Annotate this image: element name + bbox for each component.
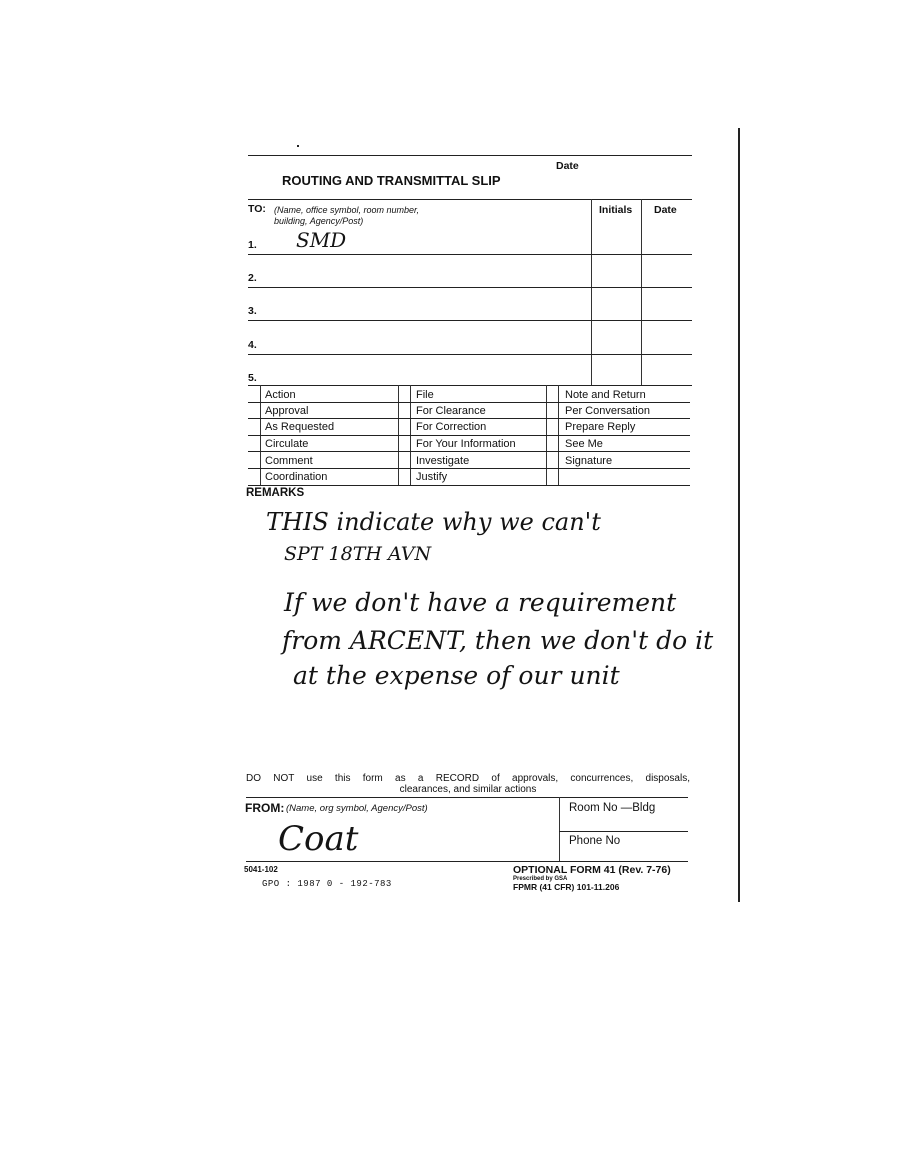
action-item-approval[interactable]: Approval (265, 405, 309, 417)
from-bottom-rule (246, 861, 688, 862)
to-hint: (Name, office symbol, room number, (274, 205, 420, 215)
row-number: 3. (248, 305, 257, 317)
action-item-see-me[interactable]: See Me (565, 438, 603, 450)
row-rule (248, 320, 692, 321)
from-label: FROM: (245, 801, 285, 815)
initials-col-line (591, 199, 592, 385)
action-item-as-requested[interactable]: As Requested (265, 421, 335, 433)
date-col-header: Date (654, 204, 677, 216)
to-label: TO: (248, 203, 266, 215)
remarks-line-3: If we don't have a requirement (284, 588, 677, 617)
to-top-rule (248, 199, 692, 200)
grid-bottom-rule (248, 485, 690, 486)
row-number: 4. (248, 339, 257, 351)
form-title: ROUTING AND TRANSMITTAL SLIP (282, 173, 501, 188)
header-date-label: Date (556, 160, 579, 172)
row-number: 5. (248, 372, 257, 384)
prescribed-by: Prescribed by GSA (513, 876, 568, 882)
row-number: 2. (248, 272, 257, 284)
room-rule (559, 831, 688, 832)
action-item-note-and-return[interactable]: Note and Return (565, 389, 646, 401)
action-item-signature[interactable]: Signature (565, 455, 613, 467)
optional-form-label: OPTIONAL FORM 41 (Rev. 7-76) (513, 864, 671, 876)
phone-label: Phone No (569, 835, 621, 847)
stock-number: 5041-102 (244, 865, 278, 874)
action-item-justify[interactable]: Justify (416, 471, 448, 483)
top-rule (248, 155, 692, 156)
gpo-line: GPO : 1987 0 - 192-783 (262, 879, 392, 889)
remarks-label: REMARKS (246, 487, 305, 499)
grid-line (248, 451, 690, 452)
fpmr-label: FPMR (41 CFR) 101-11.206 (513, 882, 620, 892)
record-notice-line-2: clearances, and similar actions (399, 784, 537, 795)
remarks-line-2: SPT 18TH AVN (284, 543, 432, 565)
action-item-for-your-information[interactable]: For Your Information (416, 438, 516, 450)
from-signature: Coat (278, 819, 359, 859)
from-divider (559, 797, 560, 862)
action-item-prepare-reply[interactable]: Prepare Reply (565, 421, 636, 433)
grid-line (248, 402, 690, 403)
remarks-line-1: THIS indicate why we can't (266, 508, 601, 536)
date-col-line (641, 199, 642, 385)
page-edge-line (738, 128, 740, 902)
action-item-file[interactable]: File (416, 389, 434, 401)
from-hint: (Name, org symbol, Agency/Post) (286, 803, 428, 814)
action-item-for-correction[interactable]: For Correction (416, 421, 487, 433)
remarks-line-5: at the expense of our unit (293, 661, 620, 690)
to-hint-2: building, Agency/Post) (274, 216, 364, 226)
record-notice-line-1: DO NOT use this form as a RECORD of approvals, concurrences, disposals, (246, 773, 690, 784)
action-item-per-conversation[interactable]: Per Conversation (565, 405, 650, 417)
from-top-rule (246, 797, 688, 798)
room-bldg-label: Room No —Bldg (569, 802, 656, 814)
action-item-action[interactable]: Action (265, 389, 296, 401)
action-item-investigate[interactable]: Investigate (416, 455, 470, 467)
row-number: 1. (248, 239, 257, 251)
row-rule (248, 385, 692, 386)
row-rule (248, 287, 692, 288)
action-item-coordination[interactable]: Coordination (265, 471, 328, 483)
row-1-recipient: SMD (296, 228, 347, 252)
row-rule (248, 354, 692, 355)
initials-header: Initials (599, 204, 633, 216)
action-item-comment[interactable]: Comment (265, 455, 313, 467)
grid-line (248, 435, 690, 436)
remarks-line-4: from ARCENT, then we don't do it (282, 626, 714, 655)
scan-speck (297, 145, 299, 147)
grid-line (248, 418, 690, 419)
action-item-for-clearance[interactable]: For Clearance (416, 405, 486, 417)
grid-line (248, 468, 690, 469)
row-rule (248, 254, 692, 255)
action-item-circulate[interactable]: Circulate (265, 438, 309, 450)
